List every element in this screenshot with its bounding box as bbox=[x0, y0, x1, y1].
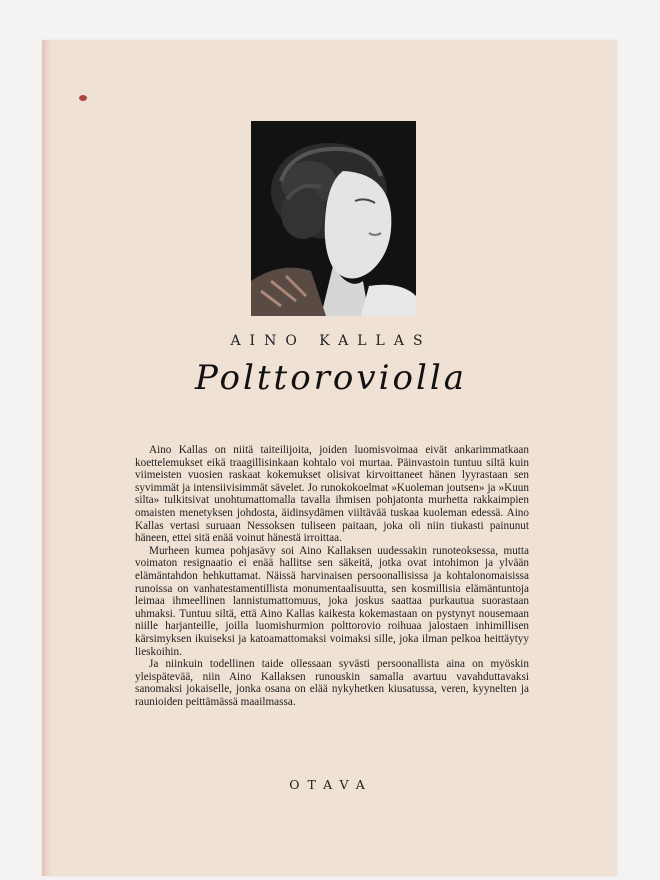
blurb-paragraph-3: Ja niinkuin todellinen taide ollessaan syvästi persoonallista aina on myöskin yleispätevää, niin Aino Kallaksen runouskin samalla avartuu vavahduttavaksi sanomaksi jokaiselle, jonka osana on elää nykyhetken kiusatussa, veren, kyynelten ja raunioiden peittämässä maailmassa. bbox=[135, 658, 529, 708]
cover-stain bbox=[79, 95, 87, 101]
blurb-paragraph-1: Aino Kallas on niitä taiteilijoita, joiden luomisvoimaa eivät ankarimmatkaan koettelemukset eikä traagillisinkaan kohtalo voi murtaa. Päinvastoin tuntuu siltä kuin viimeisten vuosien raskaat kokemukset olisivat kirvoittaneet hänen lyyrastaan sen syvimmät ja intensiivisimmät sävelet. Jo runokokoelmat »Kuoleman joutsen» ja »Kuun silta» tulkitsivat unohtumattomalla tavalla ihmisen pohjatonta murhetta rakkaimpien omaisten menetyksen johdosta, äidinsydämen viiltävää tuskaa kuoleman edessä. Aino Kallas vertasi suruaan Nessoksen tuliseen paitaan, joka oli niin tiukasti painunut häneen, ettei sitä enää voinut hänestä irroittaa. bbox=[135, 444, 529, 545]
publisher-name: OTAVA bbox=[289, 777, 373, 792]
blurb-text bbox=[135, 444, 529, 708]
cover-edge bbox=[45, 40, 51, 876]
portrait-illustration bbox=[251, 121, 416, 316]
author-portrait bbox=[251, 121, 416, 316]
blurb-paragraph-2: Murheen kumea pohjasävy soi Aino Kallaksen uudessakin runoteoksessa, mutta voimaton resignaatio ei enää hallitse sen säkeitä, jotka ovat intohimon ja ylvään elämäntahdon hehkuttamat. Näissä harvinaisen persoonallisissa ja kohtalonomaisissa runoissa on vanhatestamentillista monumentaalisuutta, sen kosmillisia elämäntuntoja leimaa ihmeellinen lannistumattomuus, joka joskus saattaa purkautua suorastaan uhmaksi. Tuntuu siltä, että Aino Kallas kaikesta kokemastaan on pystynyt nousemaan niille harjanteille, joilla luomishurmion polttorovio roihuaa jalostaen inhimillisen kärsimyksen ikuiseksi ja katoamattomaksi voimaksi sille, joka ilman pelkoa heittäytyy lieskoihin. bbox=[135, 544, 529, 658]
author-name: AINO KALLAS bbox=[230, 333, 432, 349]
book-back-cover bbox=[42, 40, 617, 876]
book-title: Polttoroviolla bbox=[195, 358, 467, 398]
